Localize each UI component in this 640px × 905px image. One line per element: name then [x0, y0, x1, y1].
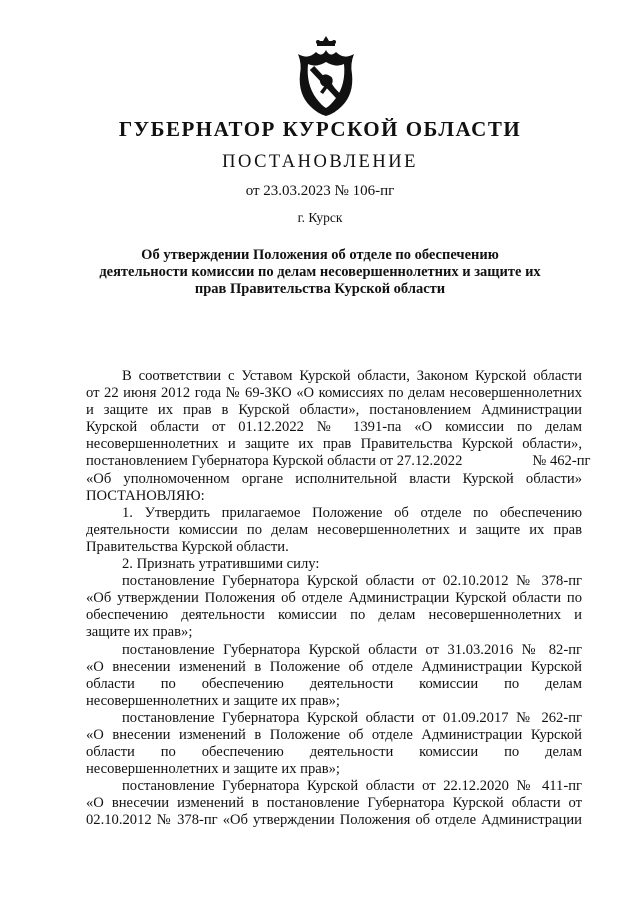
paragraph-line: области по обеспечению деятельности комиссии по делам — [86, 675, 582, 692]
title-line: деятельности комиссии по делам несовершеннолетних и защите их — [99, 264, 541, 280]
paragraph-line: Курской области от 01.12.2022 № 1391-па «О комиссии по делам — [86, 419, 582, 436]
governor-heading: ГУБЕРНАТОР КУРСКОЙ ОБЛАСТИ — [118, 117, 522, 141]
title-line: Об утверждении Положения об отделе по обеспечению — [141, 247, 499, 263]
document-city: г. Курск — [297, 210, 343, 225]
paragraph-line: обеспечению деятельности комиссии по делам несовершеннолетних и — [86, 607, 582, 624]
paragraph-line-with-number — [86, 453, 591, 470]
paragraph-line: ПОСТАНОВЛЯЮ: — [86, 487, 205, 504]
paragraph-line: «Об уполномоченном органе исполнительной власти Курской области» — [86, 470, 582, 487]
paragraph-line: несовершеннолетних и защите их прав Правительства Курской области», — [86, 436, 582, 453]
paragraph-line: постановление Губернатора Курской области от 02.10.2012 № 378-пг — [122, 573, 582, 590]
decree-number: № 462-пг — [532, 453, 591, 470]
document-type-heading: ПОСТАНОВЛЕНИЕ — [222, 152, 418, 172]
paragraph-line: от 22 июня 2012 года № 69-ЗКО «О комиссиях по делам несовершеннолетних — [86, 385, 582, 402]
document-date-number: от 23.03.2023 № 106-пг — [245, 183, 395, 199]
paragraph-line: 1. Утвердить прилагаемое Положение об отделе по обеспечению — [122, 504, 582, 521]
paragraph-line: постановлением Губернатора Курской области от 27.12.2022 — [86, 453, 463, 470]
paragraph-line: «О внесечии изменений в постановление Губернатора Курской области от — [86, 795, 582, 812]
paragraph-line: 2. Признать утратившими силу: — [122, 556, 320, 573]
paragraph-line: постановление Губернатора Курской области от 31.03.2016 № 82-пг — [122, 641, 582, 658]
paragraph-line: несовершеннолетних и защите их прав»; — [86, 692, 340, 709]
paragraph-line: несовершеннолетних и защите их прав»; — [86, 761, 340, 778]
paragraph-line: защите их прав»; — [86, 624, 193, 641]
kursk-coat-of-arms-emblem — [296, 34, 356, 118]
paragraph-line: 02.10.2012 № 378-пг «Об утверждении Положения об отделе Администрации — [86, 812, 582, 829]
paragraph-line: области по обеспечению деятельности комиссии по делам — [86, 744, 582, 761]
title-line: прав Правительства Курской области — [194, 281, 446, 297]
paragraph-line: «Об утверждении Положения об отделе Администрации Курской области по — [86, 590, 582, 607]
paragraph-line: постановление Губернатора Курской области от 22.12.2020 № 411-пг — [122, 778, 582, 795]
paragraph-line: и защите их прав в Курской области», постановлением Администрации — [86, 402, 582, 419]
document-body — [86, 368, 591, 830]
paragraph-line: постановление Губернатора Курской области от 01.09.2017 № 262-пг — [122, 709, 582, 726]
paragraph-line: «О внесении изменений в Положение об отделе Администрации Курской — [86, 658, 582, 675]
document-title — [88, 247, 552, 298]
paragraph-line: «О внесении изменений в Положение об отделе Администрации Курской — [86, 726, 582, 743]
paragraph-line: В соответствии с Уставом Курской области, Законом Курской области — [122, 368, 582, 384]
paragraph-line: деятельности комиссии по делам несовершеннолетних и защите их прав — [86, 521, 582, 538]
paragraph-line: Правительства Курской области. — [86, 538, 289, 555]
